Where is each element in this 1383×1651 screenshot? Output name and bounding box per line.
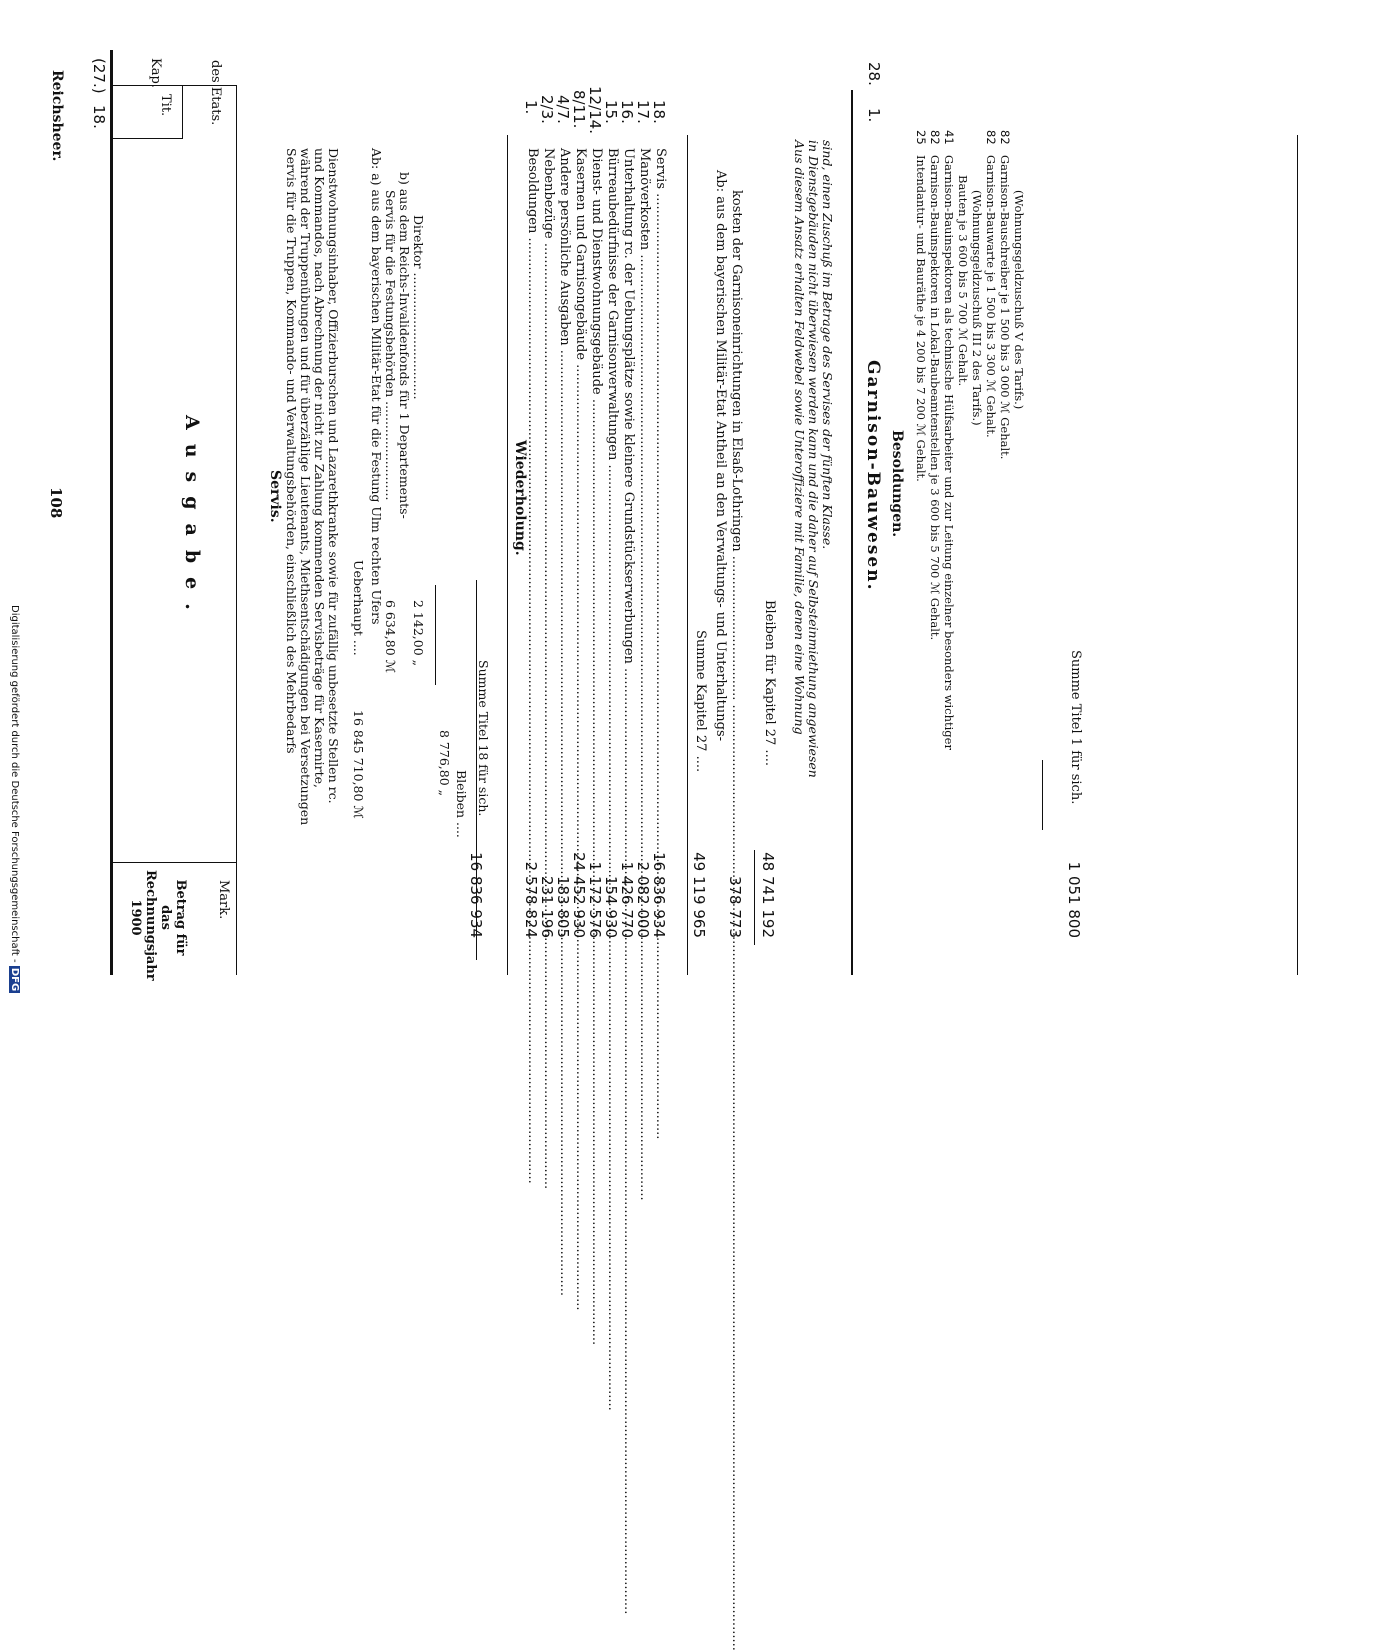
servis-heading: Servis. [267, 470, 283, 523]
wdh-tit: 2/3. [538, 95, 556, 124]
k28-line: Garnison-Bauinspektoren in Lokal-Baubeamtenstellen je 3 600 bis 5 700 ℳ Gehalt. [928, 155, 942, 641]
k28-line: Garnison-Bauinspektoren als technische Hülfsarbeiter und zur Leitung einzelner besonders wichtiger [942, 155, 956, 750]
wdh-tit: 12/14. [586, 86, 604, 134]
wdh-amount: 16 836 934 [650, 852, 668, 938]
wdh-label: Besoldungen ..... [525, 148, 540, 728]
digitization-credit [8, 605, 20, 995]
col-mark: Mark. [216, 880, 231, 920]
summe-titel-18-label: Summe Titel 18 für sich. [476, 660, 491, 817]
k28-line: Intendantur- und Bauräthe je 4 200 bis 7 200 ℳ Gehalt. [914, 155, 928, 482]
ab-b-label: b) aus dem Reichs-Invalidenfonds für 1 Departements- [397, 172, 412, 519]
summe-titel-1-label: Summe Titel 1 für sich. [1068, 650, 1083, 805]
col-etats: des Etats. [208, 60, 223, 126]
wiederholung-rule-top [507, 135, 508, 975]
servis-line: Dienstwohnungsinhaber, Offizierburschen und Lazarethkranke sowie für zufällig unbesetzte Stellen rc. [326, 148, 341, 804]
kapitel28-rule [851, 90, 853, 975]
ab-a-amount: 6 634,80 ℳ [383, 600, 398, 674]
kap27-ab-line2: kosten der Garnisoneinrichtungen in Elsaß-Lothringen ................................... ..... [729, 190, 744, 770]
wdh-label: Nebenbezüge ..... [541, 148, 556, 728]
wdh-label: Dienst- und Dienstwohnungsgebäude ..... [589, 148, 604, 728]
wdh-amount: 2 082 000 [634, 861, 652, 938]
ab-a-line2: Servis für die Festungsbehörden ......................... [383, 190, 398, 501]
tit-1: 1. [865, 108, 883, 123]
ueberhaupt-label: Ueberhaupt .... [351, 560, 366, 656]
servis-line: während der Truppenübungen und für überzählige Lieutenants, Miethsentschädigungen bei Versetzungen [298, 148, 313, 826]
summe-titel-1-amount: 1 051 800 [1065, 861, 1083, 938]
col-tit: Tit. [158, 94, 173, 117]
wdh-tit: 16. [618, 100, 636, 124]
wdh-amount: 231 196 [538, 875, 556, 938]
k28-count: 82 [928, 130, 942, 145]
kap-tit-divider [182, 85, 183, 138]
k28-line: (Wohnungsgeldzuschuß V des Tarifs.) [1012, 190, 1026, 410]
wdh-note-line: Aus diesem Ansatz erhalten Feldwebel sowie Unteroffiziere mit Familie, denen eine Wohnung [792, 140, 807, 735]
ueberhaupt-amount: 16 845 710,80 ℳ [351, 710, 366, 819]
servis-line: Servis für die Truppen, Kommando- und Verwaltungsbehörden, einschließlich des Mehrbedarfs [284, 148, 299, 754]
wdh-amount: 1 426 770 [618, 861, 636, 938]
summe-kapitel-amount: 49 119 965 [690, 852, 708, 938]
ab-b-line2: Direktor ................................ [411, 215, 426, 400]
k28-line: Garnison-Bauschreiber je 1 500 bis 3 000 ℳ Gehalt. [998, 155, 1012, 460]
dfg-logo: DFG [9, 967, 20, 992]
page-title: Ausgabe. [181, 415, 203, 624]
wdh-label: Bürreaubedürfnisse der Garnisonverwaltungen ..... [605, 148, 620, 728]
subtotal-rule [435, 585, 436, 685]
wdh-label: Servis ..... [653, 148, 668, 728]
ab-total: 8 776,80 „ [437, 730, 452, 797]
wdh-tit: 17. [634, 100, 652, 124]
header-rule [236, 85, 237, 975]
betrag-col-sep [113, 862, 237, 863]
ab-b-amount: 2 142,00 „ [411, 600, 426, 667]
k28-line: Garnison-Bauwarte je 1 500 bis 3 300 ℳ Gehalt. [984, 155, 998, 438]
bleiben-label: Bleiben .... [454, 770, 469, 838]
k28-count: 82 [998, 130, 1012, 145]
wdh-tit: 8/11. [570, 90, 588, 129]
col-kap: Kap. [148, 58, 163, 88]
wdh-label: Kasernen und Garnisongebäude ..... [573, 148, 588, 728]
k28-sum-rule [1042, 760, 1043, 830]
bleiben-kapitel-label: Bleiben für Kapitel 27 .... [762, 600, 777, 766]
summe-titel-18-amount: 16 836 934 [467, 852, 485, 938]
k28-count: 41 [942, 130, 956, 145]
wdh-amount: 2 578 824 [522, 861, 540, 938]
wdh-note-line: sind, einen Zuschuß im Betrage des Servises der fünften Klasse. [820, 140, 835, 550]
summe-kapitel-label: Summe Kapitel 27 .... [693, 630, 708, 773]
k28-count: 25 [914, 130, 928, 145]
kap-col-sep [113, 138, 183, 139]
kap27-ab-amount: 378 773 [726, 875, 744, 938]
k28-count: 82 [984, 130, 998, 145]
kap-28: 28. [865, 62, 883, 86]
bleiben-kapitel-amount: 48 741 192 [759, 852, 777, 938]
wdh-amount: 1 172 576 [586, 861, 604, 938]
wdh-tit: 1. [522, 100, 540, 115]
k28-line: Bauten je 3 600 bis 5 700 ℳ Gehalt. [956, 175, 970, 387]
top-rule [110, 50, 113, 975]
k28-line: (Wohnungsgeldzuschuß III 2 des Tarifs.) [970, 190, 984, 426]
running-head: Reichsheer. [49, 70, 65, 162]
wdh-amount: 154 930 [602, 875, 620, 938]
wdh-label: Unterhaltung rc. der Uebungsplätze sowie kleinere Grundstückserwerbungen ..... [621, 148, 636, 728]
page-number: 108 [47, 487, 65, 519]
kap27-ab-line1: Ab: aus dem bayerischen Militär-Etat Antheil an den Verwaltungs- und Unterhaltungs- [713, 170, 728, 742]
ab-a-label: Ab: a) aus dem bayerischen Militär-Etat für die Festung Ulm rechten Ufers [369, 148, 384, 625]
wdh-tit: 4/7. [554, 95, 572, 124]
wdh-tit: 18. [650, 100, 668, 124]
wiederholung-rule-bottom [687, 135, 688, 975]
kapitel28-subheading: Besoldungen. [889, 430, 905, 538]
wdh-note-line: in Dienstgebäuden nicht überwiesen werden kann und die daher auf Selbsteinmiethung angewiesen [806, 140, 821, 778]
amount-column-rule [1297, 135, 1298, 975]
col-betrag: Betrag für das Rechnungsjahr 1900 [128, 870, 188, 981]
servis-line: und Kommandos, nach Abrechnung der nicht zur Zahlung kommenden Servisbeträge für Kasernirte, [312, 148, 327, 789]
kap-27: (27.) [90, 58, 108, 94]
credit-text: Digitalisierung gefördert durch die Deutsche Forschungsgemeinschaft - [9, 605, 20, 963]
kap27-sum-rule [754, 850, 755, 945]
wdh-tit: 15. [602, 100, 620, 124]
kapitel28-heading: Garnison-Bauwesen. [863, 360, 883, 592]
wdh-amount: 24 452 930 [570, 852, 588, 938]
wiederholung-heading: Wiederholung. [512, 440, 528, 556]
wdh-label: Andere persönliche Ausgaben ..... [557, 148, 572, 728]
wdh-amount: 183 805 [554, 875, 572, 938]
wdh-label: Manöverkosten ..... [637, 148, 652, 728]
tit-18: 18. [90, 105, 108, 129]
